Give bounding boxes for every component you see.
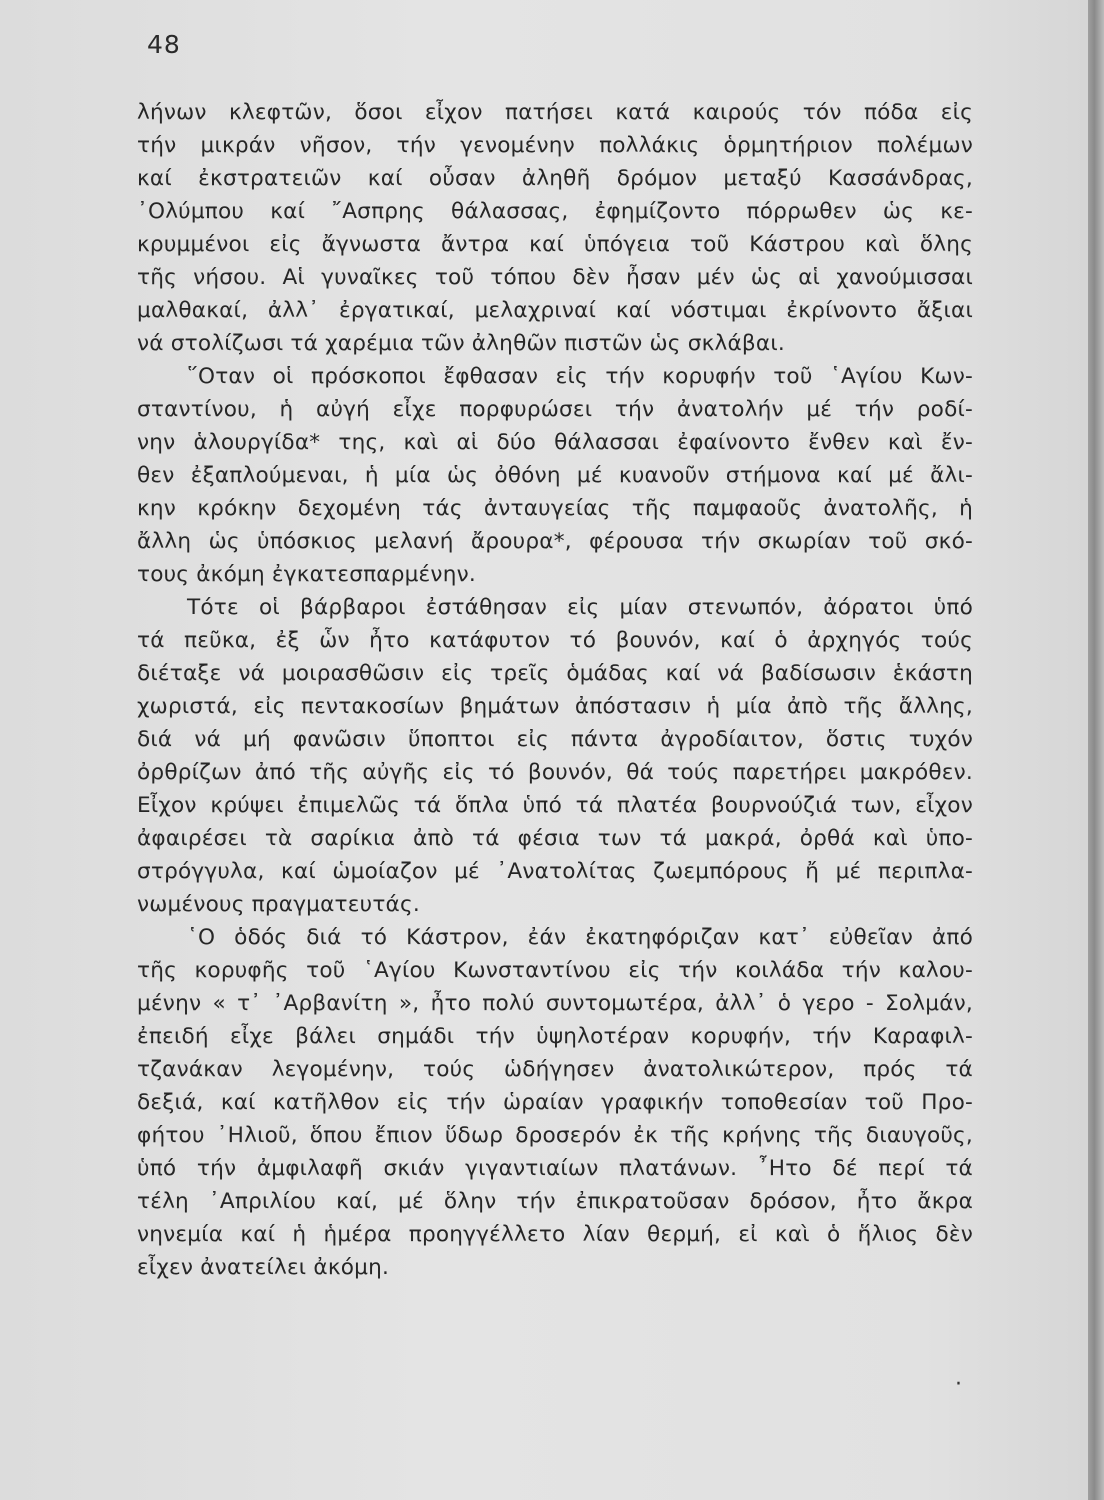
text-line-23: ἀφαιρέσει τὰ σαρίκια ἀπὸ τά φέσια των τά μακρά, ὀρθά καὶ ὑπο- xyxy=(137,826,973,851)
text-line-31: δεξιά, καί κατῆλθον εἰς τήν ὡραίαν γραφικήν τοποθεσίαν τοῦ Προ- xyxy=(137,1090,973,1115)
text-line-9: ῞Οταν οἱ πρόσκοποι ἔφθασαν εἰς τήν κορυφήν τοῦ ῾Αγίου Κων- xyxy=(187,364,973,389)
text-line-4: ᾿Ολύμπου καί ῎Ασπρης θάλασσας, ἐφημίζοντο πόρρωθεν ὡς κε- xyxy=(137,199,973,224)
text-line-8: νά στολίζωσι τά χαρέμια τῶν ἀληθῶν πιστῶν ὡς σκλάβαι. xyxy=(137,331,785,356)
text-line-29: ἐπειδή εἶχε βάλει σημάδι τήν ὑψηλοτέραν κορυφήν, τήν Καραφιλ- xyxy=(137,1024,973,1049)
text-line-15: τους ἀκόμη ἐγκατεσπαρμένην. xyxy=(137,562,476,587)
text-line-17: τά πεῦκα, ἐξ ὧν ἦτο κατάφυτον τό βουνόν, καί ὁ ἀρχηγός τούς xyxy=(137,628,973,653)
text-line-35: νηνεμία καί ἡ ἡμέρα προηγγέλλετο λίαν θερμή, εἰ καὶ ὁ ἥλιος δὲν xyxy=(137,1222,973,1247)
text-line-6: τῆς νήσου. Αἱ γυναῖκες τοῦ τόπου δὲν ἦσαν μέν ὡς αἱ χανούμισσαι xyxy=(137,265,973,290)
text-line-3: καί ἐκστρατειῶν καί οὖσαν ἀληθῆ δρόμον μεταξύ Κασσάνδρας, xyxy=(137,166,973,191)
text-line-30: τζανάκαν λεγομένην, τούς ὡδήγησεν ἀνατολικώτερον, πρός τά xyxy=(137,1057,973,1082)
page-number: 48 xyxy=(147,30,181,59)
text-line-28: μένην « τ᾿ ᾿Αρβανίτη », ἦτο πολύ συντομωτέρα, ἀλλ᾿ ὁ γερο - Σολμάν, xyxy=(137,991,973,1016)
text-line-36: εἶχεν ἀνατείλει ἀκόμη. xyxy=(137,1255,390,1280)
text-line-32: φήτου ᾿Ηλιοῦ, ὅπου ἔπιον ὕδωρ δροσερόν ἐκ τῆς κρήνης τῆς διαυγοῦς, xyxy=(137,1123,973,1148)
text-line-33: ὑπό τήν ἀμφιλαφῆ σκιάν γιγαντιαίων πλατάνων. ῏Ητο δέ περί τά xyxy=(137,1156,973,1181)
text-line-34: τέλη ᾿Απριλίου καί, μέ ὅλην τήν ἐπικρατοῦσαν δρόσον, ἦτο ἄκρα xyxy=(137,1189,973,1214)
text-line-25: νωμένους πραγματευτάς. xyxy=(137,892,420,917)
text-line-26: ῾Ο ὁδός διά τό Κάστρον, ἐάν ἐκατηφόριζαν κατ᾿ εὐθεῖαν ἀπό xyxy=(187,925,973,950)
text-line-7: μαλθακαί, ἀλλ᾿ ἐργατικαί, μελαχριναί καί νόστιμαι ἐκρίνοντο ἄξιαι xyxy=(137,298,973,323)
text-line-5: κρυμμένοι εἰς ἄγνωστα ἄντρα καί ὑπόγεια τοῦ Κάστρου καὶ ὅλης xyxy=(137,232,973,257)
text-line-13: κην κρόκην δεχομένη τάς ἀνταυγείας τῆς παμφαοῦς ἀνατολῆς, ἡ xyxy=(137,496,973,521)
text-line-20: διά νά μή φανῶσιν ὕποπτοι εἰς πάντα ἀγροδίαιτον, ὅστις τυχόν xyxy=(137,727,973,752)
text-line-18: διέταξε νά μοιρασθῶσιν εἰς τρεῖς ὁμάδας καί νά βαδίσωσιν ἑκάστη xyxy=(137,661,973,686)
text-line-14: ἄλλη ὡς ὑπόσκιος μελανή ἄρουρα*, φέρουσα τήν σκωρίαν τοῦ σκό- xyxy=(137,529,973,554)
text-line-2: τήν μικράν νῆσον, τήν γενομένην πολλάκις ὁρμητήριον πολέμων xyxy=(137,133,973,158)
text-line-19: χωριστά, εἰς πεντακοσίων βημάτων ἀπόστασιν ἡ μία ἀπὸ τῆς ἄλλης, xyxy=(137,694,973,719)
text-line-1: λήνων κλεφτῶν, ὅσοι εἶχον πατήσει κατά καιρούς τόν πόδα εἰς xyxy=(137,100,973,125)
text-line-11: νην ἁλουργίδα* της, καὶ αἱ δύο θάλασσαι ἐφαίνοντο ἔνθεν καὶ ἔν- xyxy=(137,430,973,455)
text-line-24: στρόγγυλα, καί ὡμοίαζον μέ ᾿Ανατολίτας ζωεμπόρους ἤ μέ περιπλα- xyxy=(137,859,973,884)
text-line-21: ὀρθρίζων ἀπό τῆς αὐγῆς εἰς τό βουνόν, θά τούς παρετήρει μακρόθεν. xyxy=(137,760,973,785)
ink-mark: · xyxy=(955,1372,962,1397)
page-edge-shadow xyxy=(1088,0,1104,1500)
text-line-27: τῆς κορυφῆς τοῦ ῾Αγίου Κωνσταντίνου εἰς τήν κοιλάδα τήν καλου- xyxy=(137,958,973,983)
body-text xyxy=(137,96,973,1284)
text-line-12: θεν ἐξαπλούμεναι, ἡ μία ὡς ὀθόνη μέ κυανοῦν στήμονα καί μέ ἄλι- xyxy=(137,463,973,488)
text-line-22: Εἶχον κρύψει ἐπιμελῶς τά ὅπλα ὑπό τά πλατέα βουρνούζιά των, εἶχον xyxy=(137,793,973,818)
text-line-16: Τότε οἱ βάρβαροι ἐστάθησαν εἰς μίαν στενωπόν, ἀόρατοι ὑπό xyxy=(187,595,973,620)
text-line-10: σταντίνου, ἡ αὐγή εἶχε πορφυρώσει τήν ἀνατολήν μέ τήν ροδί- xyxy=(137,397,973,422)
